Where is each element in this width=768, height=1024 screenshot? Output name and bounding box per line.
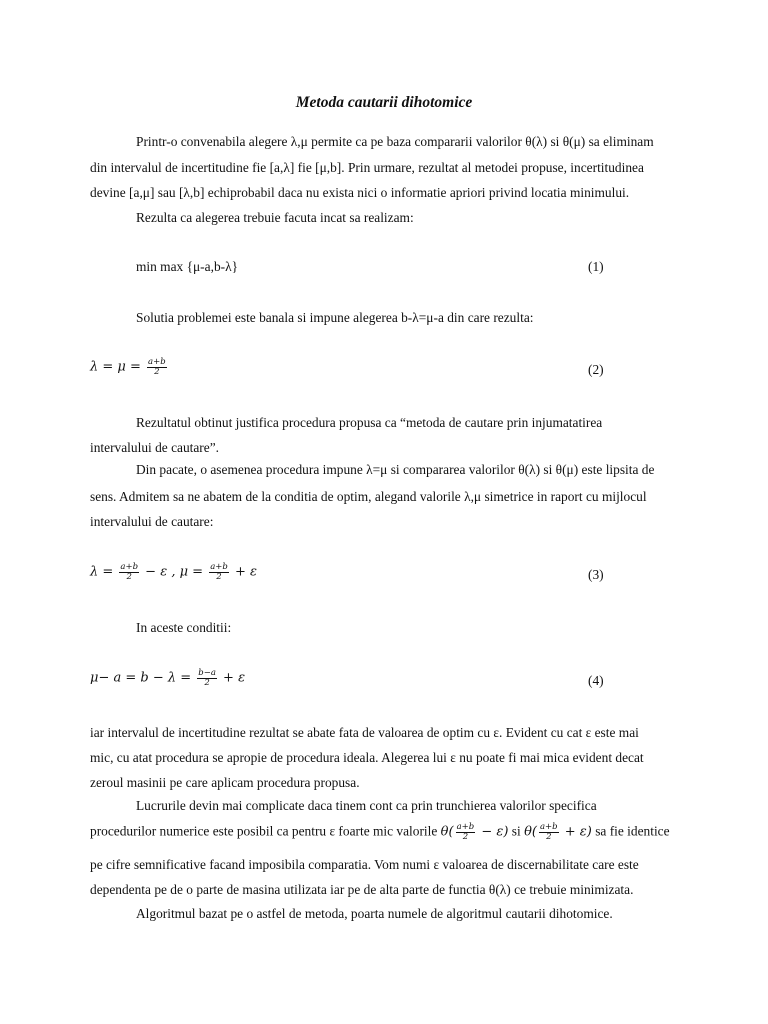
paragraph-8-line-4: dependenta pe de o parte de masina utilizata iar pe de alta parte de functia θ(λ) ce trebuie minimizata.	[90, 882, 634, 897]
paragraph-3: Solutia problemei este banala si impune alegerea b-λ=μ-a din care rezulta:	[136, 310, 534, 325]
fraction-denominator: 2	[462, 832, 469, 842]
document-title: Metoda cautarii dihotomice	[295, 94, 473, 111]
paragraph-6: In aceste conditii:	[136, 620, 232, 635]
fraction-numerator: a+b	[456, 822, 475, 832]
fraction-denominator: 2	[546, 832, 552, 842]
paragraph-9: Algoritmul bazat pe o astfel de metoda, poarta numele de algoritmul cautarii dihotomice.	[136, 906, 613, 921]
equation-4-part-b: + ε	[218, 670, 246, 686]
theta-expression-2-open: θ(	[524, 824, 537, 840]
paragraph-8-line-2-text-c: sa fie identice	[591, 823, 670, 839]
paragraph-8-line-2-text-b: si	[508, 823, 525, 839]
paragraph-4-line-1: Rezultatul obtinut justifica procedura propusa ca “metoda de cautare prin injumatatirea	[136, 415, 603, 430]
fraction-denominator: 2	[216, 572, 222, 582]
paragraph-8-line-2-text-a: procedurilor numerice este posibil ca pentru ε foarte mic valorile	[90, 823, 441, 839]
paragraph-7-line-1: iar intervalul de incertitudine rezultat se abate fata de valoarea de optim cu ε. Evident cu cat ε este mai	[90, 725, 639, 740]
equation-4-part-a: μ− a = b − λ =	[90, 670, 196, 686]
equation-1-number: (1)	[588, 259, 604, 274]
fraction-numerator: a+b	[148, 357, 166, 367]
paragraph-8-line-3: pe cifre semnificative facand imposibila comparatia. Vom numi ε valoarea de discernabilitate care este	[90, 857, 639, 872]
equation-2-number: (2)	[588, 362, 604, 377]
paragraph-8-line-2	[90, 823, 670, 842]
paragraph-4-line-2: intervalului de cautare”.	[90, 440, 220, 455]
equation-2-lhs: λ = μ =	[90, 359, 146, 375]
paragraph-8-line-1: Lucrurile devin mai complicate daca tinem cont ca prin trunchierea valorilor specifica	[136, 798, 597, 813]
fraction-numerator: a+b	[539, 822, 558, 832]
equation-1: min max {μ-a,b-λ}	[136, 259, 239, 274]
fraction-denominator: 2	[204, 678, 210, 688]
equation-4-number: (4)	[588, 673, 604, 688]
equation-3-fraction-1	[119, 563, 139, 582]
equation-2-fraction	[147, 358, 167, 377]
equation-2	[90, 358, 169, 377]
equation-4-fraction	[197, 669, 217, 688]
theta-expression-1-fraction	[456, 823, 476, 842]
equation-3-part-a: λ =	[90, 564, 118, 580]
paragraph-5-line-2: sens. Admitem sa ne abatem de la conditia de optim, alegand valorile λ,μ simetrice in raport cu mijlocul	[90, 489, 647, 504]
paragraph-7-line-3: zeroul masinii pe care aplicam procedura propusa.	[90, 775, 360, 790]
fraction-denominator: 2	[126, 572, 132, 582]
theta-expression-1-open: θ(	[440, 824, 454, 840]
fraction-numerator: a+b	[120, 562, 139, 572]
paragraph-5-line-3: intervalului de cautare:	[90, 514, 214, 529]
equation-3	[90, 563, 257, 582]
paragraph-5-line-1: Din pacate, o asemenea procedura impune λ=μ si compararea valorilor θ(λ) si θ(μ) este lipsita de	[136, 462, 655, 477]
equation-4	[90, 669, 245, 688]
theta-expression-1-close: − ε)	[477, 824, 509, 840]
paragraph-2: Rezulta ca alegerea trebuie facuta incat sa realizam:	[136, 210, 414, 225]
paragraph-1-line-1: Printr-o convenabila alegere λ,μ permite ca pe baza compararii valorilor θ(λ) si θ(μ) sa eliminam	[136, 134, 654, 149]
theta-expression-2-fraction	[539, 823, 559, 842]
fraction-numerator: b−a	[198, 668, 216, 678]
paragraph-1-line-3: devine [a,μ] sau [λ,b] echiprobabil daca nu exista nici o informatie apriori privind locatia minimului.	[90, 185, 630, 200]
fraction-numerator: a+b	[210, 562, 228, 572]
paragraph-7-line-2: mic, cu atat procedura se apropie de procedura ideala. Alegerea lui ε nu poate fi mai mica evident decat	[90, 750, 644, 765]
equation-3-part-b: − ε , μ =	[141, 564, 208, 580]
equation-3-part-c: + ε	[230, 564, 257, 580]
equation-3-number: (3)	[588, 567, 604, 582]
theta-expression-2-close: + ε)	[560, 824, 592, 840]
paragraph-1-line-2: din intervalul de incertitudine fie [a,λ] fie [μ,b]. Prin urmare, rezultat al metodei propuse, incertitudinea	[90, 160, 644, 175]
equation-3-fraction-2	[209, 563, 229, 582]
fraction-denominator: 2	[154, 367, 160, 377]
